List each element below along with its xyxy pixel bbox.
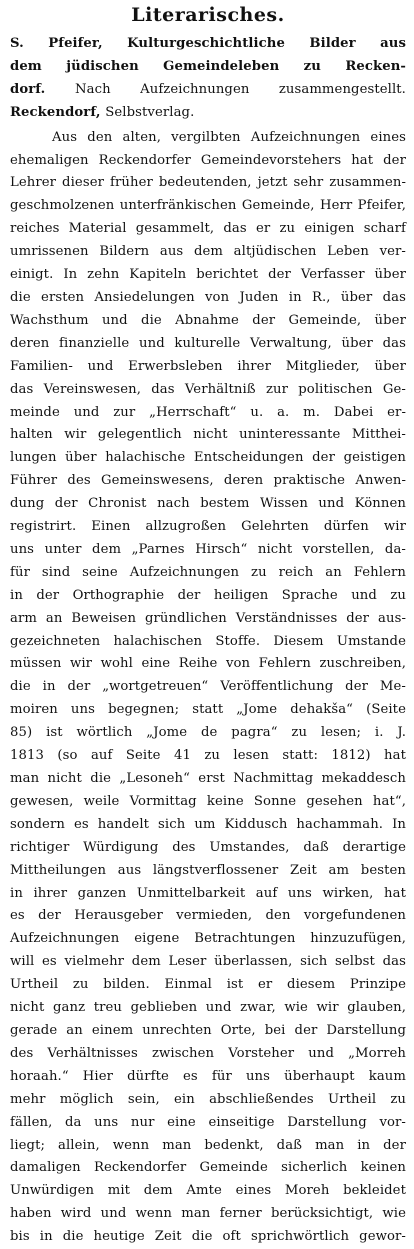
text-line: Familien- und Erwerbsleben ihrer Mitglieder, über: [10, 358, 406, 374]
text-line: mehr möglich sein, ein abschließendes Urtheil zu: [10, 1091, 406, 1107]
text-line: die in der „wortgetreuen“ Veröffentlichung der Me-: [10, 679, 406, 695]
text-line: arm an Beweisen gründlichen Verständnisses der aus-: [10, 610, 406, 626]
text-line: die ersten Ansiedelungen von Juden in R., über das: [10, 289, 406, 305]
text-line: richtiger Würdigung des Umstandes, daß derartige: [10, 839, 406, 855]
text-line: müssen wir wohl eine Reihe von Fehlern zuschreiben,: [10, 656, 406, 672]
text-line: bis in die heutige Zeit die oft sprichwörtlich gewor-: [10, 1229, 406, 1245]
review-title-line: [10, 33, 406, 56]
review-title-part-3: dorf.: [10, 81, 46, 97]
text-line: meinde und zur „Herrschaft“ u. a. m. Dabei er-: [10, 404, 406, 420]
section-heading: Literarisches.: [131, 4, 285, 26]
review-author: S. Pfeifer,: [10, 36, 103, 51]
review-title-note: Nach Aufzeichnungen zusammengestellt.: [75, 81, 406, 97]
text-line: fällen, da uns nur eine einseitige Darstellung vor-: [10, 1114, 406, 1130]
text-line: gezeichneten halachischen Stoffe. Diesem Umstande: [10, 633, 406, 649]
text-line: deren finanzielle und kulturelle Verwaltung, über das: [10, 335, 406, 351]
review-body: [10, 127, 406, 1249]
review-publisher: Reckendorf,: [10, 104, 101, 120]
text-line: gerade an einem unrechten Orte, bei der Darstellung: [10, 1022, 406, 1038]
text-line: es der Herausgeber vermieden, den vorgefundenen: [10, 908, 406, 924]
review-title-part-1: Kulturgeschichtliche Bilder aus: [127, 36, 406, 51]
text-line: man nicht die „Lesoneh“ erst Nachmittag mekaddesch: [10, 771, 406, 786]
text-line: damaligen Reckendorfer Gemeinde sicherlich keinen: [10, 1160, 406, 1176]
text-line: gewesen, weile Vormittag keine Sonne gesehen hat“,: [10, 793, 406, 809]
text-line: geschmolzenen unterfränkischen Gemeinde, Herr Pfeifer,: [10, 198, 406, 214]
text-line: ehemaligen Reckendorfer Gemeindevorstehers hat der: [10, 152, 406, 168]
text-line: haben wird und wenn man ferner berücksichtigt, wie: [10, 1206, 406, 1222]
text-line: in ihrer ganzen Unmittelbarkeit auf uns wirken, hat: [10, 885, 406, 901]
text-line: in der Orthographie der heiligen Sprache und zu: [10, 587, 406, 603]
text-line: umrissenen Bildern aus dem altjüdischen Leben ver-: [10, 244, 406, 260]
text-line: Urtheil zu bilden. Einmal ist er diesem Prinzipe: [10, 977, 406, 993]
text-line: des Verhältnisses zwischen Vorsteher und „Morreh: [10, 1045, 406, 1061]
text-line: registrirt. Einen allzugroßen Gelehrten dürfen wir: [10, 519, 406, 535]
text-line: horaah.“ Hier dürfte es für uns überhaupt kaum: [10, 1068, 406, 1084]
text-line: Führer des Gemeinswesens, deren praktische Anwen-: [10, 473, 406, 489]
text-line: Mittheilungen aus längstverflossener Zeit am besten: [10, 862, 406, 878]
text-line: liegt; allein, wenn man bedenkt, daß man in der: [10, 1137, 406, 1153]
review-header: [10, 33, 406, 125]
text-line: einigt. In zehn Kapiteln berichtet der Verfasser über: [10, 267, 406, 283]
text-line: das Vereinswesen, das Verhältniß zur politischen Ge-: [10, 381, 406, 397]
text-line: reiches Material gesammelt, das er zu einigen scharf: [10, 221, 406, 237]
text-line: dung der Chronist nach bestem Wissen und Können: [10, 496, 406, 512]
review-title-line: dem jüdischen Gemeindeleben zu Recken-: [10, 58, 406, 74]
text-line: moiren uns begegnen; statt „Jome dehakša“ (Seite: [10, 702, 406, 718]
text-line: Unwürdigen mit dem Amte eines Moreh bekleidet: [10, 1183, 406, 1199]
text-line: uns unter dem „Parnes Hirsch“ nicht vorstellen, da-: [10, 541, 406, 557]
review-title-line: [10, 79, 406, 102]
review-publisher-note: Selbstverlag.: [105, 104, 195, 120]
text-line: für sind seine Aufzeichnungen zu reich an Fehlern: [10, 564, 406, 580]
text-line: Aufzeichnungen eigene Betrachtungen hinzuzufügen,: [10, 931, 406, 947]
text-line: Aus den alten, vergilbten Aufzeichnungen eines: [52, 129, 406, 145]
text-line: 85) ist wörtlich „Jome de pagra“ zu lesen; i. J.: [10, 725, 406, 741]
text-line: nicht ganz treu geblieben und zwar, wie wir glauben,: [10, 1000, 406, 1016]
text-line: lungen über halachische Entscheidungen der geistigen: [10, 450, 406, 466]
text-line: 1813 (so auf Seite 41 zu lesen statt: 1812) hat: [10, 748, 406, 764]
text-line: sondern es handelt sich um Kiddusch hachammah. In: [10, 816, 406, 832]
text-line: will es vielmehr dem Leser überlassen, sich selbst das: [10, 954, 406, 970]
review-publisher-line: [10, 102, 406, 125]
text-line: Wachsthum und die Abnahme der Gemeinde, über: [10, 312, 406, 328]
text-line: Lehrer dieser früher bedeutenden, jetzt sehr zusammen-: [10, 175, 406, 191]
text-line: halten wir gelegentlich nicht uninteressante Mitthei-: [10, 427, 406, 443]
